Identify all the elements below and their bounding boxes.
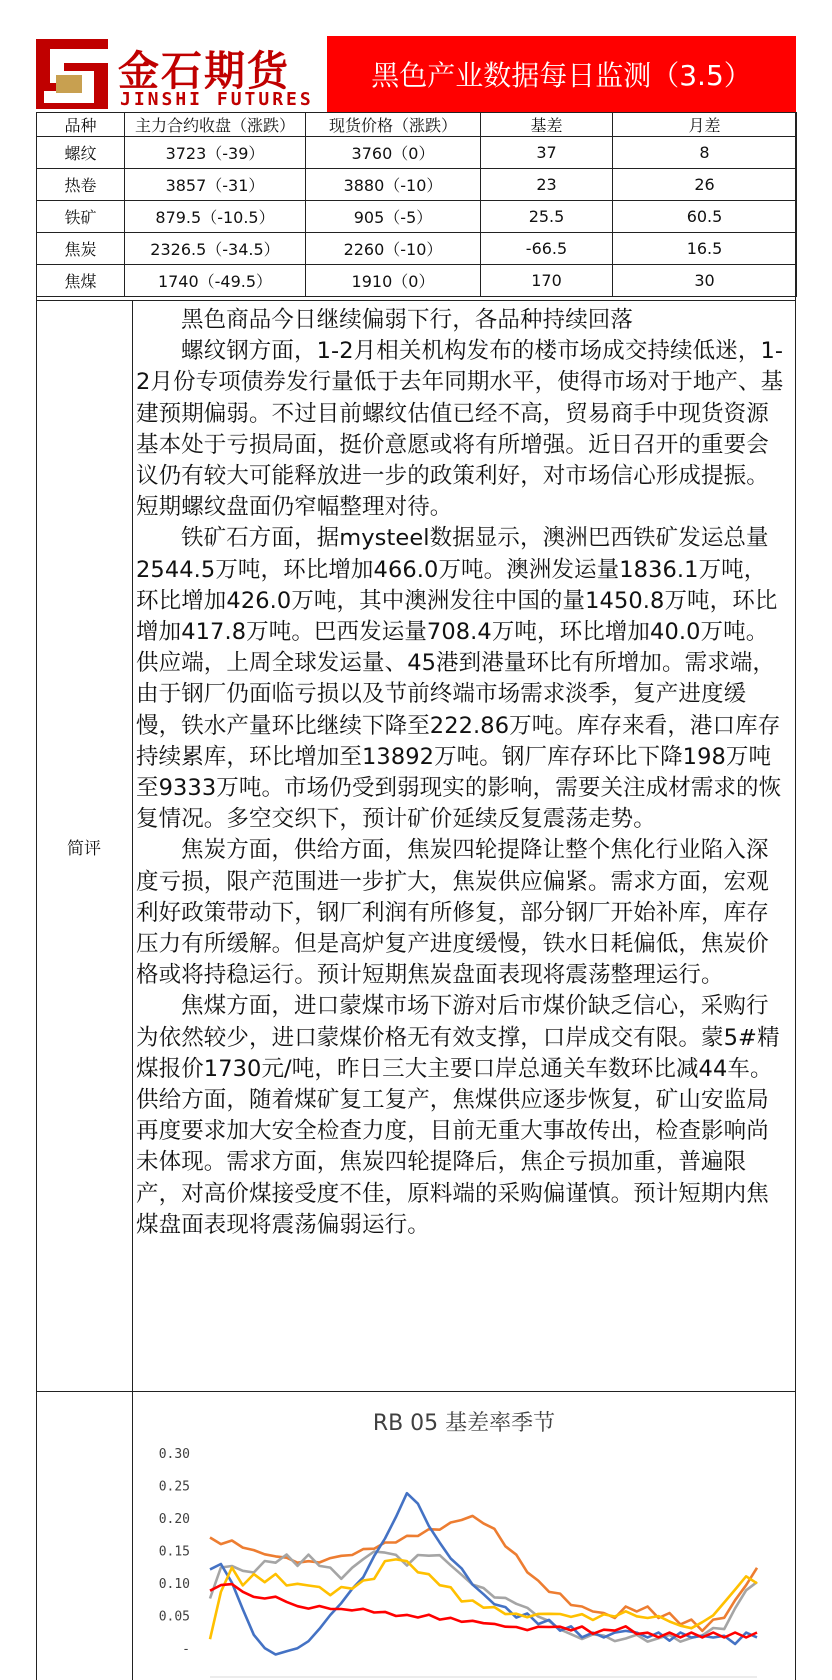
commentary-label: 简评 <box>36 301 133 1391</box>
table-cell: 16.5 <box>613 233 797 265</box>
commentary-paragraph: 铁矿石方面，据mysteel数据显示，澳洲巴西铁矿发运总量2544.5万吨，环比增加466.0万吨。澳洲发运量1836.1万吨，环比增加426.0万吨，其中澳洲发往中国的量1450.8万吨，环比增加417.8万吨。巴西发运量708.4万吨，环比增加40.0万吨。 供应端，上周全球发运量、45港到港量环比有所增加。需求端，由于钢厂仍面临亏损以及节前终端市场需求淡季，复产进度缓慢，铁水产量环比继续下降至222.86万吨。库存来看，港口库存持续累库，环比增加至13892万吨。钢厂库存环比下降198万吨至9333万吨。市场仍受到弱现实的影响，需要关注成材需求的恢复情况。多空交织下，预计矿价延续反复震荡走势。 <box>136 525 782 833</box>
commentary-paragraph: 螺纹钢方面，1-2月相关机构发布的楼市场成交持续低迷，1-2月份专项债券发行量低于去年同期水平，使得市场对于地产、基建预期偏弱。不过目前螺纹估值已经不高，贸易商手中现货资源基本处于亏损局面，挺价意愿或将有所增强。近日召开的重要会议仍有较大可能释放进一步的政策利好，对市场信心形成提振。短期螺纹盘面仍窄幅整理对待。 <box>136 338 784 521</box>
commentary-paragraph: 焦炭方面，供给方面，焦炭四轮提降让整个焦化行业陷入深度亏损，限产范围进一步扩大，焦炭供应偏紧。需求方面，宏观利好政策带动下，钢厂利润有所修复，部分钢厂开始补库，库存压力有所缓解。但是高炉复产进度缓慢，铁水日耗偏低，焦炭价格或将持稳运行。预计短期焦炭盘面表现将震荡整理运行。 <box>136 837 769 989</box>
chart-section <box>36 1392 796 1680</box>
logo-chinese-text: 金石期货 <box>118 47 290 95</box>
series-line <box>210 1493 757 1654</box>
y-tick-label: 0.10 <box>158 1577 190 1592</box>
logo-icon <box>36 39 108 109</box>
table-row <box>37 169 797 201</box>
commentary-paragraph: 黑色商品今日继续偏弱下行，各品种持续回落 <box>181 307 634 333</box>
y-tick-label: 0.20 <box>158 1512 190 1527</box>
table-header-cell: 现货价格（涨跌） <box>306 113 481 137</box>
commentary-text <box>136 305 788 1241</box>
table-cell: 23 <box>481 169 613 201</box>
company-logo <box>36 36 327 112</box>
table-header-cell: 基差 <box>481 113 613 137</box>
y-tick-label: 0.25 <box>158 1479 190 1495</box>
series-line <box>210 1552 757 1642</box>
table-cell: 879.5（-10.5） <box>125 201 306 233</box>
table-cell: 25.5 <box>481 201 613 233</box>
table-row <box>37 201 797 233</box>
y-tick-label: - <box>182 1642 190 1657</box>
table-cell: 3723（-39） <box>125 137 306 169</box>
series-line <box>210 1559 757 1639</box>
commentary-section <box>36 300 796 1392</box>
series-line <box>210 1516 757 1631</box>
price-table <box>36 112 797 297</box>
y-tick-label: 0.15 <box>158 1544 190 1560</box>
y-tick-label: 0.30 <box>158 1447 190 1462</box>
table-cell: 3857（-31） <box>125 169 306 201</box>
table-cell: 焦煤 <box>37 265 125 297</box>
table-header-cell: 月差 <box>613 113 797 137</box>
table-cell: 3760（0） <box>306 137 481 169</box>
header <box>36 36 796 112</box>
table-cell: 8 <box>613 137 797 169</box>
table-row <box>37 137 797 169</box>
chart-label-column <box>36 1392 133 1680</box>
table-header-row <box>37 113 797 137</box>
table-cell: 焦炭 <box>37 233 125 265</box>
table-cell: 60.5 <box>613 201 797 233</box>
table-cell: 螺纹 <box>37 137 125 169</box>
table-cell: 905（-5） <box>306 201 481 233</box>
table-header-cell: 品种 <box>37 113 125 137</box>
series-line <box>210 1584 757 1637</box>
table-row <box>37 233 797 265</box>
table-cell: 铁矿 <box>37 201 125 233</box>
table-cell: 37 <box>481 137 613 169</box>
table-cell: 1910（0） <box>306 265 481 297</box>
table-cell: 26 <box>613 169 797 201</box>
table-cell: 热卷 <box>37 169 125 201</box>
basis-rate-chart <box>132 1392 796 1680</box>
y-tick-label: 0.05 <box>158 1609 190 1625</box>
table-cell: 30 <box>613 265 797 297</box>
logo-english-text: JINSHI FUTURES <box>120 89 314 110</box>
table-cell: 3880（-10） <box>306 169 481 201</box>
table-header-cell: 主力合约收盘（涨跌） <box>125 113 306 137</box>
table-cell: 2326.5（-34.5） <box>125 233 306 265</box>
commentary-paragraph: 焦煤方面，进口蒙煤市场下游对后市煤价缺乏信心，采购行为依然较少，进口蒙煤价格无有效支撑，口岸成交有限。蒙5#精煤报价1730元/吨，昨日三大主要口岸总通关车数环比减44车。供给方面，随着煤矿复工复产，焦煤供应逐步恢复，矿山安监局再度要求加大安全检查力度，目前无重大事故传出，检查影响尚未体现。需求方面，焦炭四轮提降后，焦企亏损加重，普遍限产，对高价煤接受度不佳，原料端的采购偏谨慎。预计短期内焦煤盘面表现将震荡偏弱运行。 <box>136 993 780 1238</box>
table-cell: -66.5 <box>481 233 613 265</box>
table-cell: 1740（-49.5） <box>125 265 306 297</box>
chart-title: RB 05 基差率季节 <box>372 1411 556 1436</box>
table-cell: 170 <box>481 265 613 297</box>
table-row <box>37 265 797 297</box>
table-cell: 2260（-10） <box>306 233 481 265</box>
report-title: 黑色产业数据每日监测（3.5） <box>327 36 796 112</box>
